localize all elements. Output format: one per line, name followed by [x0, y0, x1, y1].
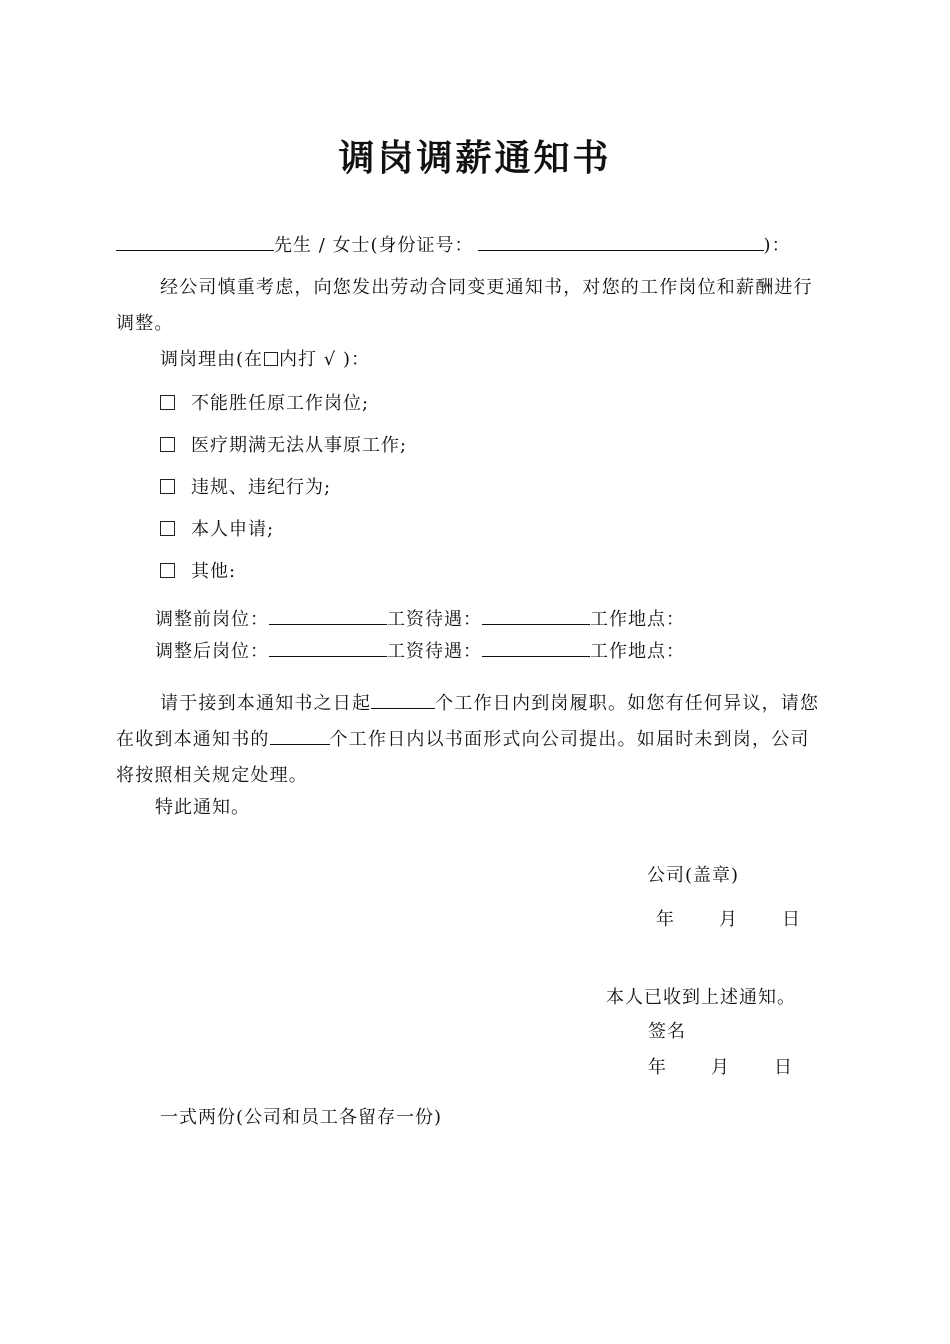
after-position-blank[interactable]	[269, 638, 387, 657]
company-date-line	[656, 908, 801, 932]
signature-date-line	[648, 1056, 793, 1080]
reason-option[interactable]	[160, 392, 369, 416]
reason-label	[160, 348, 370, 372]
reason-label-suffix: 内打 √ )：	[279, 349, 370, 370]
id-number-blank[interactable]	[478, 232, 764, 251]
salutation-line	[116, 232, 791, 258]
reason-option[interactable]	[160, 434, 407, 458]
signature-label: 签名	[648, 1021, 686, 1042]
instruction-part1: 请于接到本通知书之日起	[160, 693, 372, 714]
before-position-blank[interactable]	[269, 606, 387, 625]
before-salary-label: 工资待遇：	[387, 609, 482, 630]
date-year: 年	[648, 1057, 667, 1078]
reason-option[interactable]	[160, 518, 274, 542]
date-month: 月	[711, 1057, 730, 1078]
after-adjustment-row	[155, 638, 685, 664]
reason-label-prefix: 调岗理由(在	[160, 349, 264, 370]
before-location-label: 工作地点：	[590, 609, 685, 630]
checkbox-icon[interactable]	[160, 395, 175, 410]
before-salary-blank[interactable]	[482, 606, 590, 625]
before-position-label: 调整前岗位：	[155, 609, 269, 630]
objection-days-blank[interactable]	[270, 726, 330, 745]
date-day: 日	[774, 1057, 793, 1078]
instruction-part3: 个工作日内以书面形式向公司提出。如届时未到岗，公司将按照相关规定处理。	[116, 729, 810, 786]
reason-option-label: 不能胜任原工作岗位;	[191, 393, 370, 414]
closing-text: 特此通知。	[155, 797, 250, 818]
date-day: 日	[782, 909, 801, 930]
name-blank[interactable]	[116, 232, 274, 251]
reason-option-label: 其他:	[191, 561, 237, 582]
salutation-close: )：	[763, 235, 791, 256]
checkbox-icon[interactable]	[160, 521, 175, 536]
checkbox-sample-icon	[264, 352, 278, 366]
date-month: 月	[719, 909, 738, 930]
instruction-part2: 个工作日内到岗履职。如您有任何异议，请您在收到本通知书的	[116, 693, 820, 750]
reason-option-label: 违规、违纪行为;	[191, 477, 332, 498]
company-seal-label: 公司(盖章)	[647, 865, 740, 886]
intro-paragraph: 经公司慎重考虑，向您发出劳动合同变更通知书，对您的工作岗位和薪酬进行调整。	[116, 277, 813, 334]
report-days-blank[interactable]	[371, 690, 435, 709]
gender-label: 先生 / 女士	[274, 235, 371, 256]
id-label: (身份证号：	[370, 235, 474, 256]
reason-option-label: 本人申请;	[191, 519, 275, 540]
after-salary-label: 工资待遇：	[387, 641, 482, 662]
reason-option[interactable]	[160, 560, 236, 584]
before-adjustment-row	[155, 606, 685, 632]
after-location-label: 工作地点：	[590, 641, 685, 662]
checkbox-icon[interactable]	[160, 479, 175, 494]
page-title: 调岗调薪通知书	[338, 138, 612, 179]
reason-option[interactable]	[160, 476, 331, 500]
copies-note: 一式两份(公司和员工各留存一份)	[160, 1107, 443, 1128]
after-salary-blank[interactable]	[482, 638, 590, 657]
checkbox-icon[interactable]	[160, 437, 175, 452]
instruction-paragraph	[116, 686, 820, 794]
date-year: 年	[656, 909, 675, 930]
checkbox-icon[interactable]	[160, 563, 175, 578]
receipt-acknowledgement: 本人已收到上述通知。	[606, 987, 796, 1008]
reason-option-label: 医疗期满无法从事原工作;	[191, 435, 408, 456]
after-position-label: 调整后岗位：	[155, 641, 269, 662]
